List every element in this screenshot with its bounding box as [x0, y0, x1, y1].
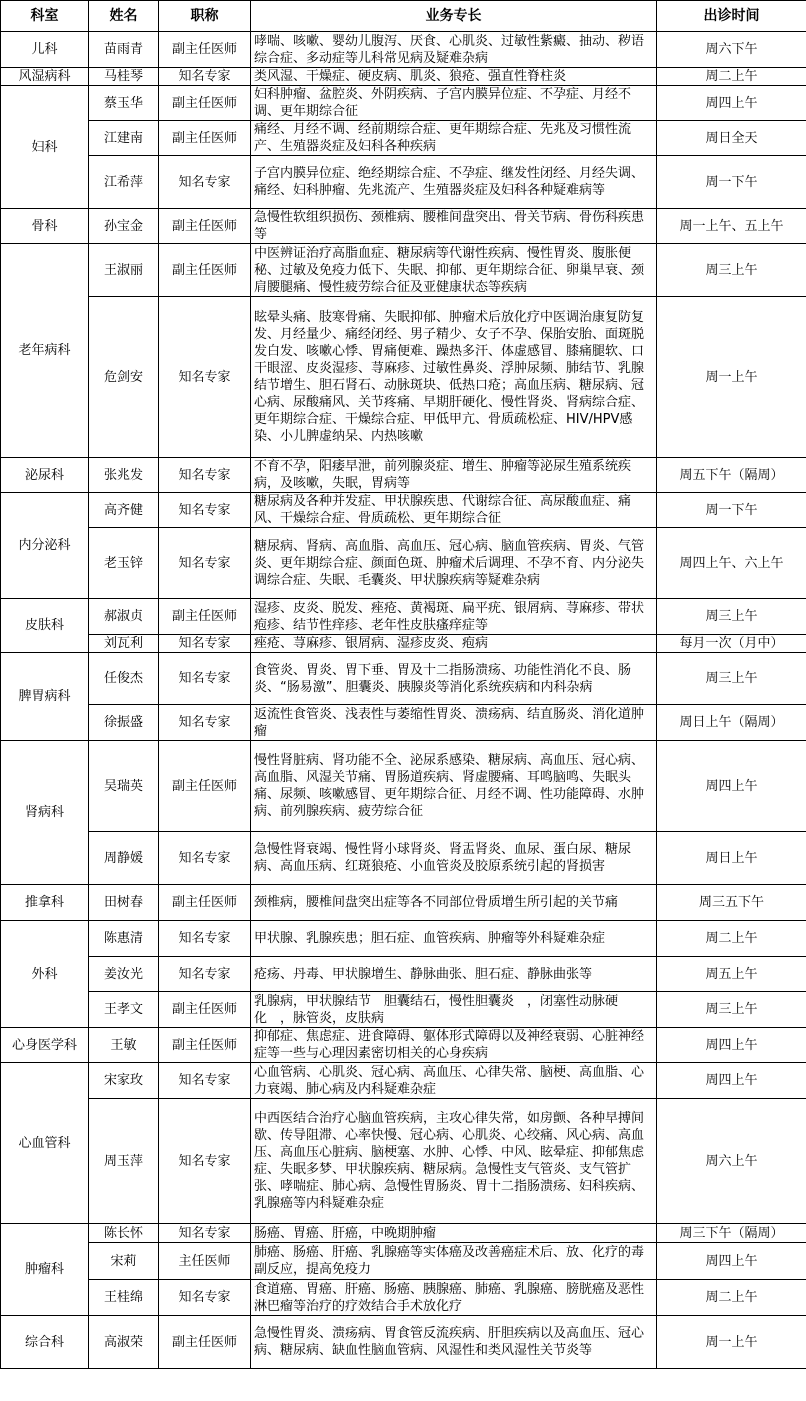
- specialty-cell: 急慢性软组织损伤、颈椎病、腰椎间盘突出、骨关节病、骨伤科疾患等: [251, 209, 657, 244]
- table-header-row: [1, 1, 806, 32]
- table-row: [1, 1099, 806, 1224]
- clinic-time-cell: 周五上午: [657, 957, 806, 992]
- specialty-cell: 妇科肿瘤、盆腔炎、外阴疾病、子宫内膜异位症、不孕症、月经不调、更年期综合征: [251, 86, 657, 121]
- doctor-name-cell: 周玉萍: [89, 1099, 159, 1224]
- table-row: [1, 1280, 806, 1316]
- doctor-name-cell: 高齐健: [89, 493, 159, 528]
- doctor-name-cell: 王敏: [89, 1028, 159, 1063]
- table-row: [1, 1243, 806, 1280]
- clinic-time-cell: 每月一次（月中）: [657, 635, 806, 653]
- department-cell: 脾胃病科: [1, 653, 89, 741]
- clinic-time-cell: 周六上午: [657, 1099, 806, 1224]
- doctor-title-cell: 知名专家: [159, 832, 251, 885]
- doctor-title-cell: 副主任医师: [159, 992, 251, 1028]
- doctor-name-cell: 郝淑贞: [89, 599, 159, 635]
- clinic-time-cell: 周日上午: [657, 832, 806, 885]
- clinic-time-cell: 周三上午: [657, 599, 806, 635]
- table-row: [1, 156, 806, 209]
- table-row: [1, 705, 806, 741]
- clinic-time-cell: 周三上午: [657, 653, 806, 705]
- specialty-cell: 急慢性胃炎、溃疡病、胃食管反流疾病、肝胆疾病以及高血压、冠心病、糖尿病、缺血性脑血管病、风湿性和类风湿性关节炎等: [251, 1316, 657, 1369]
- table-row: [1, 528, 806, 599]
- doctor-title-cell: 主任医师: [159, 1243, 251, 1280]
- doctor-name-cell: 张兆发: [89, 458, 159, 493]
- clinic-time-cell: 周四上午: [657, 86, 806, 121]
- specialty-cell: 乳腺病，甲状腺结节 胆囊结石，慢性胆囊炎 ，闭塞性动脉硬化 ，脉管炎，皮肤病: [251, 992, 657, 1028]
- doctor-title-cell: 知名专家: [159, 705, 251, 741]
- doctor-name-cell: 江希萍: [89, 156, 159, 209]
- clinic-time-cell: 周五下午（隔周）: [657, 458, 806, 493]
- table-row: [1, 599, 806, 635]
- doctor-name-cell: 马桂琴: [89, 68, 159, 86]
- doctor-title-cell: 副主任医师: [159, 885, 251, 921]
- doctor-title-cell: 副主任医师: [159, 1316, 251, 1369]
- department-cell: 心血管科: [1, 1063, 89, 1224]
- specialty-cell: 肠癌、胃癌、肝癌，中晚期肿瘤: [251, 1224, 657, 1243]
- header-name: 姓名: [89, 1, 159, 32]
- doctor-name-cell: 任俊杰: [89, 653, 159, 705]
- header-title: 职称: [159, 1, 251, 32]
- specialty-cell: 抑郁症、焦虑症、进食障碍、躯体形式障碍以及神经衰弱、心脏神经症等一些与心理因素密切相关的心身疾病: [251, 1028, 657, 1063]
- doctor-name-cell: 刘瓦利: [89, 635, 159, 653]
- doctor-title-cell: 副主任医师: [159, 1028, 251, 1063]
- specialty-cell: 子宫内膜异位症、绝经期综合症、不孕症、继发性闭经、月经失调、痛经、妇科肿瘤、先兆流产、生殖器炎症及妇科各种疑难病等: [251, 156, 657, 209]
- clinic-time-cell: 周一下午: [657, 156, 806, 209]
- department-cell: 皮肤科: [1, 599, 89, 653]
- specialty-cell: 哮喘、咳嗽、婴幼儿腹泻、厌食、心肌炎、过敏性紫癜、抽动、秽语综合症、多动症等儿科常见病及疑难杂病: [251, 32, 657, 68]
- specialty-cell: 类风湿、干燥症、硬皮病、肌炎、狼疮、强直性脊柱炎: [251, 68, 657, 86]
- doctor-title-cell: 知名专家: [159, 297, 251, 458]
- specialty-cell: 痛经、月经不调、经前期综合症、更年期综合症、先兆及习惯性流产、生殖器炎症及妇科各种疾病: [251, 121, 657, 156]
- department-cell: 风湿病科: [1, 68, 89, 86]
- specialty-cell: 颈椎病，腰椎间盘突出症等各不同部位骨质增生所引起的关节痛: [251, 885, 657, 921]
- clinic-time-cell: 周三五下午: [657, 885, 806, 921]
- specialty-cell: 中医辨证治疗高脂血症、糖尿病等代谢性疾病、慢性胃炎、腹胀便秘、过敏及免疫力低下、失眠、抑郁、更年期综合征、卵巢早衰、颈肩腰腿痛、慢性疲劳综合征及亚健康状态等疾病: [251, 244, 657, 297]
- specialty-cell: 返流性食管炎、浅表性与萎缩性胃炎、溃疡病、结直肠炎、消化道肿瘤: [251, 705, 657, 741]
- department-cell: 心身医学科: [1, 1028, 89, 1063]
- doctor-title-cell: 知名专家: [159, 68, 251, 86]
- doctor-title-cell: 副主任医师: [159, 599, 251, 635]
- department-cell: 肿瘤科: [1, 1224, 89, 1316]
- doctor-name-cell: 吴瑞英: [89, 741, 159, 832]
- department-cell: 骨科: [1, 209, 89, 244]
- table-row: [1, 86, 806, 121]
- clinic-time-cell: 周一上午、五上午: [657, 209, 806, 244]
- doctor-name-cell: 江建南: [89, 121, 159, 156]
- clinic-time-cell: 周日上午（隔周）: [657, 705, 806, 741]
- table-row: [1, 493, 806, 528]
- department-cell: 综合科: [1, 1316, 89, 1369]
- doctor-title-cell: 知名专家: [159, 1280, 251, 1316]
- doctor-title-cell: 知名专家: [159, 1099, 251, 1224]
- clinic-time-cell: 周日全天: [657, 121, 806, 156]
- doctor-name-cell: 高淑荣: [89, 1316, 159, 1369]
- doctor-title-cell: 副主任医师: [159, 209, 251, 244]
- doctor-title-cell: 副主任医师: [159, 32, 251, 68]
- table-row: [1, 1063, 806, 1099]
- table-row: [1, 1224, 806, 1243]
- clinic-time-cell: 周二上午: [657, 1280, 806, 1316]
- table-row: [1, 957, 806, 992]
- doctor-title-cell: 知名专家: [159, 1224, 251, 1243]
- specialty-cell: 慢性肾脏病、肾功能不全、泌尿系感染、糖尿病、高血压、冠心病、高血脂、风湿关节痛、胃肠道疾病、肾虚腰痛、耳鸣脑鸣、失眠头痛、尿频、咳嗽感冒、更年期综合征、月经不调、性功能障碍、水肿病、前列腺疾病、疲劳综合征: [251, 741, 657, 832]
- doctor-title-cell: 知名专家: [159, 493, 251, 528]
- clinic-time-cell: 周一上午: [657, 297, 806, 458]
- clinic-time-cell: 周三上午: [657, 992, 806, 1028]
- doctor-title-cell: 知名专家: [159, 528, 251, 599]
- header-department: 科室: [1, 1, 89, 32]
- doctor-name-cell: 宋莉: [89, 1243, 159, 1280]
- table-row: [1, 741, 806, 832]
- department-cell: 推拿科: [1, 885, 89, 921]
- clinic-time-cell: 周一上午: [657, 1316, 806, 1369]
- department-cell: 内分泌科: [1, 493, 89, 599]
- doctor-title-cell: 副主任医师: [159, 86, 251, 121]
- doctor-title-cell: 副主任医师: [159, 741, 251, 832]
- doctor-title-cell: 知名专家: [159, 458, 251, 493]
- doctor-name-cell: 孙宝金: [89, 209, 159, 244]
- specialty-cell: 中西医结合治疗心脑血管疾病，主攻心律失常，如房颤、各种早搏间歇、传导阻滞、心率快慢、冠心病、心肌炎、心绞痛、风心病、高血压、高血压心脏病、脑梗塞、水肿、心悸、中风、眩晕症、抑郁焦虑症、失眠多梦、甲状腺疾病、糖尿病。急慢性支气管炎、支气管扩张、哮喘症、肺心病、急慢性胃肠炎、胃十二指肠溃疡、妇科疾病、乳腺癌等内科疑难杂症: [251, 1099, 657, 1224]
- doctor-title-cell: 知名专家: [159, 1063, 251, 1099]
- specialty-cell: 食管炎、胃炎、胃下垂、胃及十二指肠溃疡、功能性消化不良、肠炎、“肠易激”、胆囊炎、胰腺炎等消化系统疾病和内科杂病: [251, 653, 657, 705]
- specialty-cell: 湿疹、皮炎、脱发、痤疮、黄褐斑、扁平疣、银屑病、荨麻疹、带状疱疹、结节性痒疹、老年性皮肤瘙痒症等: [251, 599, 657, 635]
- table-row: [1, 297, 806, 458]
- clinic-time-cell: 周一下午: [657, 493, 806, 528]
- doctor-name-cell: 苗雨青: [89, 32, 159, 68]
- doctor-name-cell: 蔡玉华: [89, 86, 159, 121]
- specialty-cell: 甲状腺、乳腺疾患；胆石症、血管疾病、肿瘤等外科疑难杂症: [251, 921, 657, 957]
- table-row: [1, 121, 806, 156]
- clinic-time-cell: 周三上午: [657, 244, 806, 297]
- doctor-name-cell: 王孝文: [89, 992, 159, 1028]
- specialty-cell: 眩晕头痛、肢寒骨痛、失眠抑郁、肿瘤术后放化疗中医调治康复防复发、月经量少、痛经闭经、男子精少、女子不孕、保胎安胎、面斑脱发白发、咳嗽心悸、胃痛便难、躁热多汗、体虚感冒、膝痛腿软、口干眼涩、皮炎湿疹、荨麻疹、过敏性鼻炎、浮肿尿频、肺结节、乳腺结节增生、胆石肾石、动脉斑块、低热口疮；高血压病、糖尿病、冠心病、尿酸痛风、关节疼痛、早期肝硬化、慢性肾炎、肾病综合症、更年期综合症、干燥综合症、甲低甲亢、骨质疏松症、HIV/HPV感染、小儿脾虚纳呆、内热咳嗽: [251, 297, 657, 458]
- specialty-cell: 心血管病、心肌炎、冠心病、高血压、心律失常、脑梗、高血脂、心力衰竭、肺心病及内科疑难杂症: [251, 1063, 657, 1099]
- table-row: [1, 244, 806, 297]
- specialty-cell: 疮疡、丹毒、甲状腺增生、静脉曲张、胆石症、静脉曲张等: [251, 957, 657, 992]
- clinic-time-cell: 周六下午: [657, 32, 806, 68]
- clinic-time-cell: 周四上午: [657, 1243, 806, 1280]
- doctor-name-cell: 老玉锌: [89, 528, 159, 599]
- doctor-title-cell: 副主任医师: [159, 244, 251, 297]
- doctor-title-cell: 知名专家: [159, 635, 251, 653]
- specialty-cell: 糖尿病及各种并发症、甲状腺疾患、代谢综合征、高尿酸血症、痛风、干燥综合症、骨质疏松、更年期综合征: [251, 493, 657, 528]
- table-row: [1, 885, 806, 921]
- specialty-cell: 食道癌、胃癌、肝癌、肠癌、胰腺癌、肺癌、乳腺癌、膀胱癌及恶性淋巴瘤等治疗的疗效结合手术放化疗: [251, 1280, 657, 1316]
- clinic-time-cell: 周四上午: [657, 1063, 806, 1099]
- table-row: [1, 32, 806, 68]
- table-row: [1, 1028, 806, 1063]
- doctor-name-cell: 姜汝光: [89, 957, 159, 992]
- table-row: [1, 992, 806, 1028]
- table-row: [1, 832, 806, 885]
- doctor-name-cell: 徐振盛: [89, 705, 159, 741]
- doctor-title-cell: 副主任医师: [159, 121, 251, 156]
- doctor-name-cell: 危剑安: [89, 297, 159, 458]
- department-cell: 妇科: [1, 86, 89, 209]
- table-row: [1, 458, 806, 493]
- specialty-cell: 肺癌、肠癌、肝癌、乳腺癌等实体癌及改善癌症术后、放、化疗的毒副反应，提高免疫力: [251, 1243, 657, 1280]
- doctor-name-cell: 周静媛: [89, 832, 159, 885]
- doctor-name-cell: 王桂绵: [89, 1280, 159, 1316]
- table-row: [1, 68, 806, 86]
- table-row: [1, 209, 806, 244]
- doctor-title-cell: 知名专家: [159, 957, 251, 992]
- department-cell: 外科: [1, 921, 89, 1028]
- specialty-cell: 痤疮、荨麻疹、银屑病、湿疹皮炎、疱病: [251, 635, 657, 653]
- department-cell: 肾病科: [1, 741, 89, 885]
- header-clinic-time: 出诊时间: [657, 1, 806, 32]
- table-row: [1, 635, 806, 653]
- table-body: [1, 32, 806, 1369]
- table-row: [1, 921, 806, 957]
- clinic-time-cell: 周四上午: [657, 1028, 806, 1063]
- table-row: [1, 1316, 806, 1369]
- clinic-time-cell: 周四上午、六上午: [657, 528, 806, 599]
- department-cell: 老年病科: [1, 244, 89, 458]
- doctor-title-cell: 知名专家: [159, 921, 251, 957]
- department-cell: 儿科: [1, 32, 89, 68]
- clinic-time-cell: 周三下午（隔周）: [657, 1224, 806, 1243]
- doctor-name-cell: 田树春: [89, 885, 159, 921]
- department-cell: 泌尿科: [1, 458, 89, 493]
- doctor-name-cell: 陈惠清: [89, 921, 159, 957]
- doctor-name-cell: 宋家玫: [89, 1063, 159, 1099]
- header-specialty: 业务专长: [251, 1, 657, 32]
- specialty-cell: 急慢性肾衰竭、慢性肾小球肾炎、肾盂肾炎、血尿、蛋白尿、糖尿病、高血压病、红斑狼疮、小血管炎及胶原系统引起的肾损害: [251, 832, 657, 885]
- doctor-name-cell: 王淑丽: [89, 244, 159, 297]
- specialty-cell: 糖尿病、肾病、高血脂、高血压、冠心病、脑血管疾病、胃炎、气管炎、更年期综合症、颜面色斑、肿瘤术后调理、不孕不育、内分泌失调综合症、失眠、毛囊炎、甲状腺疾病等疑难杂病: [251, 528, 657, 599]
- clinic-time-cell: 周四上午: [657, 741, 806, 832]
- doctor-title-cell: 知名专家: [159, 653, 251, 705]
- doctor-title-cell: 知名专家: [159, 156, 251, 209]
- doctor-name-cell: 陈长怀: [89, 1224, 159, 1243]
- table-row: [1, 653, 806, 705]
- clinic-time-cell: 周二上午: [657, 68, 806, 86]
- clinic-time-cell: 周二上午: [657, 921, 806, 957]
- specialty-cell: 不育不孕，阳痿早泄，前列腺炎症、增生、肿瘤等泌尿生殖系统疾病，及咳嗽，失眠，胃病等: [251, 458, 657, 493]
